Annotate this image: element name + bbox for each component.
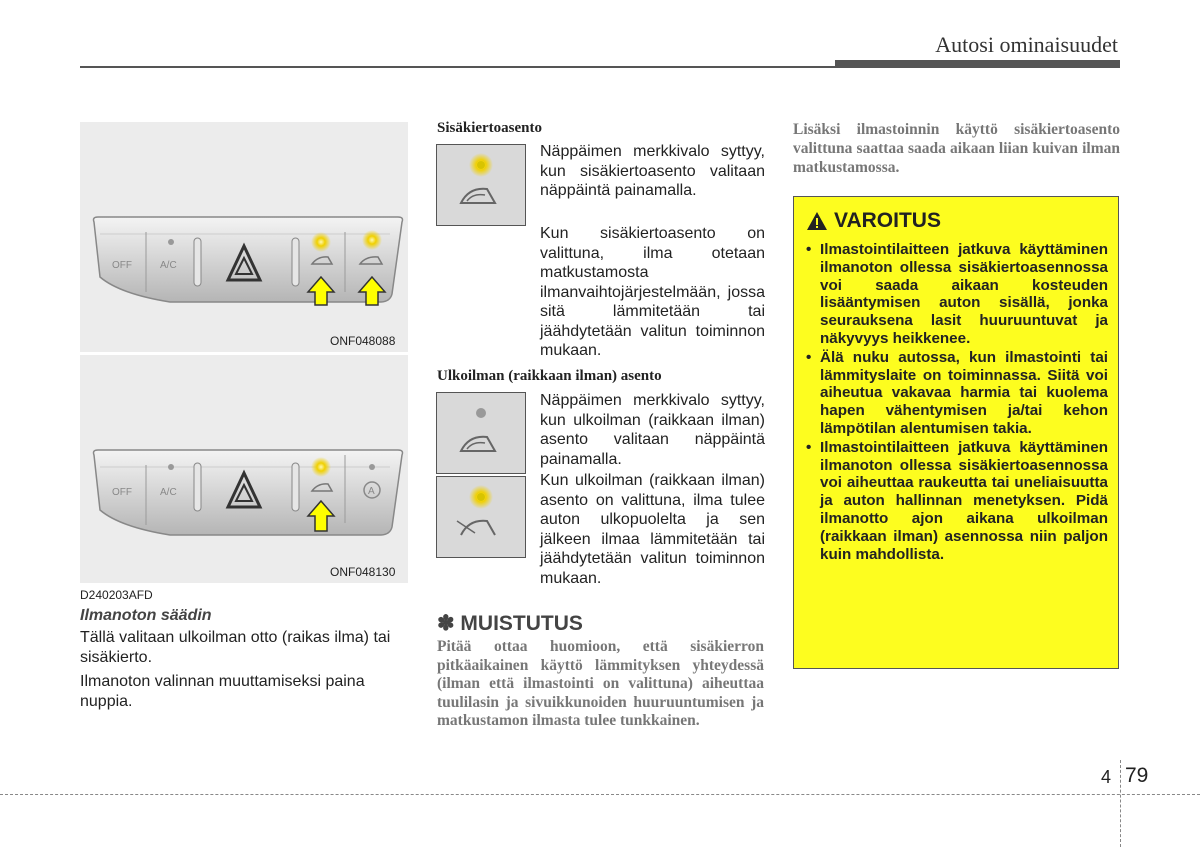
document-code: D240203AFD [80,588,153,602]
auto-indicator-light [369,464,375,470]
figure-a-panel [80,122,408,352]
off-button-label: OFF [112,487,132,498]
ac-recirculation-note: Lisäksi ilmastoinnin käyttö sisäkiertoasento valittuna saattaa saada aikaan liian kuivan ilman matkustamossa. [793,121,1120,176]
fresh-air-button-icon-lit [436,476,526,558]
warning-item: • Ilmastointilaitteen jatkuva käyttäminen ilmanoton ollessa sisäkiertoasennossa voi saada aikaan kosteuden lisääntymisen auton sisällä, jonka seurauksena lasit huuruuntuvat ja näkyvyys heikkenee. [806,241,1108,348]
ac-indicator-light [168,464,174,470]
warning-item: • Älä nuku autossa, kun ilmastointi tai lämmityslaite on toiminnassa. Siitä voi aiheutua vakavaa harmia tai kuolema hapen vähentymisen ja/tai kehon lämpötilan alentumisen takia. [806,349,1108,438]
page-number: 79 [1125,764,1149,787]
recirculation-button-icon-lit [436,144,526,226]
figure-a-code: ONF048088 [330,334,396,348]
ac-button-label: A/C [160,260,177,271]
warning-title: VAROITUS [834,209,941,232]
recirc-indicator-light [311,457,331,477]
ac-indicator-light [168,239,174,245]
ac-button-label: A/C [160,487,177,498]
intro-paragraph-2: Ilmanoton valinnan muuttamiseksi paina nuppia. [80,673,365,710]
running-header-title: Autosi ominaisuudet [935,32,1118,57]
control-panel-b-illustration [80,355,408,583]
warning-list [806,241,1108,563]
off-button-label: OFF [112,260,132,271]
warning-header [806,209,1108,233]
intro-paragraph-1: Tällä valitaan ulkoilman otto (raikas ilma) tai sisäkierto. [80,629,391,666]
fresh-air-button-icon-off [436,392,526,474]
recirculation-heading: Sisäkiertoasento [437,120,542,136]
warning-item: • Ilmastointilaitteen jatkuva käyttäminen ilmanoton ollessa sisäkiertoasennossa voi aiheuttaa raukeutta tai uneliaisuutta ja auton hallinnan menetyksen. Pidä ilmanotto ajon aikana ulkoilman (raikkaan ilman) asennossa niin paljon kuin mahdollista. [806,439,1108,564]
section-subtitle: Ilmanoton säädin [80,607,212,624]
footer-rule [0,794,1200,795]
svg-text:A: A [368,486,375,497]
figure-b-code: ONF048130 [330,565,396,579]
recirc-indicator-light [311,232,331,252]
footer-divider [1120,760,1121,847]
chapter-number: 4 [1101,767,1112,787]
header-rule-accent [835,60,1120,68]
warning-box [793,196,1119,669]
note-body: Pitää ottaa huomioon, että sisäkierron pitkäaikainen käyttö lämmityksen yhteydessä (ilman että ilmastointi on valittuna) aiheuttaa tuulilasin ja sivuikkunoiden huuruuntumisen ja matkustamon ilmasta tulee tunkkainen. [437,638,764,729]
warning-triangle-icon [806,211,828,231]
fresh-air-heading: Ulkoilman (raikkaan ilman) asento [437,368,662,384]
fresh-air-paragraph-1: Näppäimen merkkivalo syttyy, kun ulkoilman (raikkaan ilman) asento valitaan näppäintä painamalla. [540,392,765,468]
recirculation-paragraph-1: Näppäimen merkkivalo syttyy, kun sisäkiertoasento valitaan näppäintä painamalla. [540,143,765,199]
control-panel-a-illustration [80,122,408,352]
recirculation-paragraph-2: Kun sisäkiertoasento on valittuna, ilma otetaan matkustamosta ilmanvaihtojärjestelmään, jossa sitä lämmitetään tai jäähdytetään valitun toiminnon mukaan. [540,225,765,359]
note-title: ✽ MUISTUTUS [437,612,583,635]
figure-b-panel [80,355,408,583]
fresh-air-paragraph-2: Kun ulkoilman (raikkaan ilman) asento on valittuna, ilma tulee auton ulkopuolelta ja sen jälkeen ilmaa lämmitetään tai jäähdytetään valitun toiminnon mukaan. [540,472,765,587]
recirc-indicator-light-2 [362,230,382,250]
